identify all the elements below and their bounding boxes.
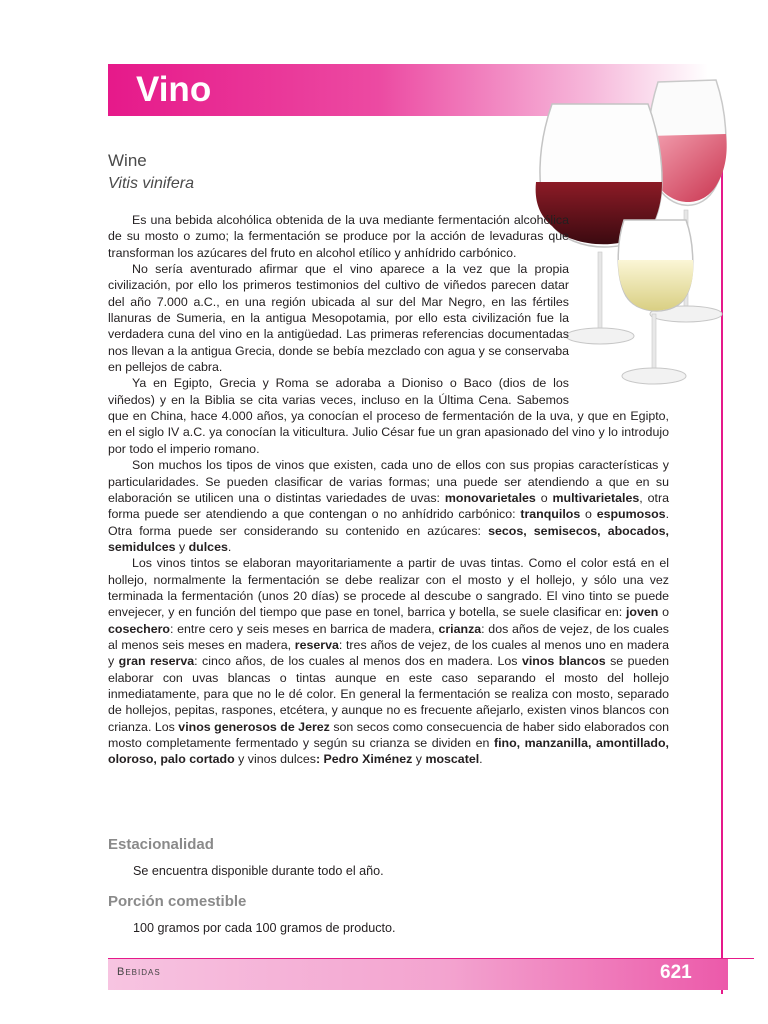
term: reserva — [294, 637, 339, 652]
term: : Pedro Ximénez — [315, 752, 413, 767]
article-body — [108, 212, 669, 768]
paragraph: Son muchos los tipos de vinos que existen, cada uno de ellos con sus propias características y particularidades. Se pueden clasificar de varias formas; una puede ser atendiendo a que en su elaboración se utilicen una o distintas variedades de uvas: monovarietales o multivarietales, otra forma puede ser atendiendo a que contengan o no anhídrido carbónico: tranquilos o espumosos. Otra forma puede ser considerando su contenido en azúcares: secos, semisecos, abocados, semidulces y dulces. — [108, 458, 670, 554]
section-text-seasonality: Se encuentra disponible durante todo el año. — [133, 864, 384, 878]
term: gran reserva — [118, 654, 195, 669]
term: joven — [625, 605, 659, 620]
term: espumosos — [596, 507, 666, 522]
paragraph: Es una bebida alcohólica obtenida de la uva mediante fermentación alcohólica de su mosto o zumo; la fermentación se produce por la acción de levaduras que transforman los azúcares del fruto en alcohol etílico y anhídrido carbónico. — [108, 213, 569, 260]
image-spacer — [569, 212, 669, 392]
term: monovarietales — [444, 490, 536, 505]
paragraph: Los vinos tintos se elaboran mayoritariamente a partir de uvas tintas. Como el color está en el hollejo, normalmente la fermentación se debe realizar con el mosto y el hollejo, y sólo una vez terminada la fermentación (unos 20 días) se procede al descube o sangrado. El vino tinto se puede envejecer, y en función del tiempo que pase en tonel, barrica y botella, se suele clasificar en: joven o cosechero: entre cero y seis meses en barrica de madera, crianza: dos años de vejez, de los cuales al menos seis meses en madera, reserva: tres años de vejez, de los cuales al menos uno en madera y gran reserva: cinco años, de los cuales al menos dos en madera. Los vinos blancos se pueden elaborar con uvas blancas o tintas aunque en este caso separando el mosto del hollejo inmediatamente, para que no le dé color. En general la fermentación se realiza con mosto, separado de hollejos, pepitas, raspones, etcétera, y aunque no es frecuente añejarlo, existen vinos blancos con crianza. Los vinos generosos de Jerez son secos como consecuencia de haber sido elaborados con mosto completamente fermentado y según su crianza se dividen en fino, manzanilla, amontillado, oloroso, palo cortado y vinos dulces: Pedro Ximénez y moscatel. — [108, 556, 670, 767]
term: vinos generosos de Jerez — [178, 719, 330, 734]
page-number: 621 — [660, 962, 692, 983]
term: crianza — [438, 621, 482, 636]
paragraph: Ya en Egipto, Grecia y Roma se adoraba a Dioniso o Baco (dios de los viñedos) y en la Biblia se cita varias veces, incluso en la Última Cena. Sabemos que en China, hace 4.000 años, ya conocían el proceso de fermentación de la uva, y que en Egipto, en el siglo IV a.C. ya conocían la viticultura. Julio César fue un gran apasionado del vino y lo introdujo por todo el imperio romano. — [108, 376, 669, 456]
term: tranquilos — [520, 507, 581, 522]
footer-banner — [108, 958, 728, 990]
term: dulces — [188, 539, 228, 554]
page-title: Vino — [136, 70, 212, 109]
term: fino, manzanilla, amontillado, oloroso, palo cortado — [108, 736, 669, 767]
term: cosechero — [108, 621, 170, 636]
english-name: Wine — [108, 151, 147, 170]
term: multivarietales — [552, 490, 640, 505]
term: moscatel — [425, 752, 480, 767]
section-text-edible-portion: 100 gramos por cada 100 gramos de producto. — [133, 921, 396, 935]
scientific-name: Vitis vinifera — [108, 175, 194, 192]
term: vinos blancos — [521, 654, 606, 669]
paragraph: No sería aventurado afirmar que el vino aparece a la vez que la propia civilización, por ello los primeros testimonios del cultivo de viñedos parecen datar del año 7.000 a.C., en una región ubicada al sur del Mar Negro, en las fértiles llanuras de Sumeria, en la antigua Mesopotamia, por ello esta civilización fue la verdadera cuna del vino en la antigüedad. Las primeras referencias documentadas nos llevan a la antigua Grecia, donde se bebía mezclado con agua y se conservaba en pellejos de cabra. — [108, 262, 569, 375]
section-heading-seasonality: Estacionalidad — [108, 836, 214, 853]
section-heading-edible-portion: Porción comestible — [108, 893, 247, 910]
footer-section-name: Bebidas — [117, 966, 161, 978]
footer-rule — [108, 958, 754, 959]
term: secos, semisecos, abocados, semidulces — [108, 523, 669, 554]
